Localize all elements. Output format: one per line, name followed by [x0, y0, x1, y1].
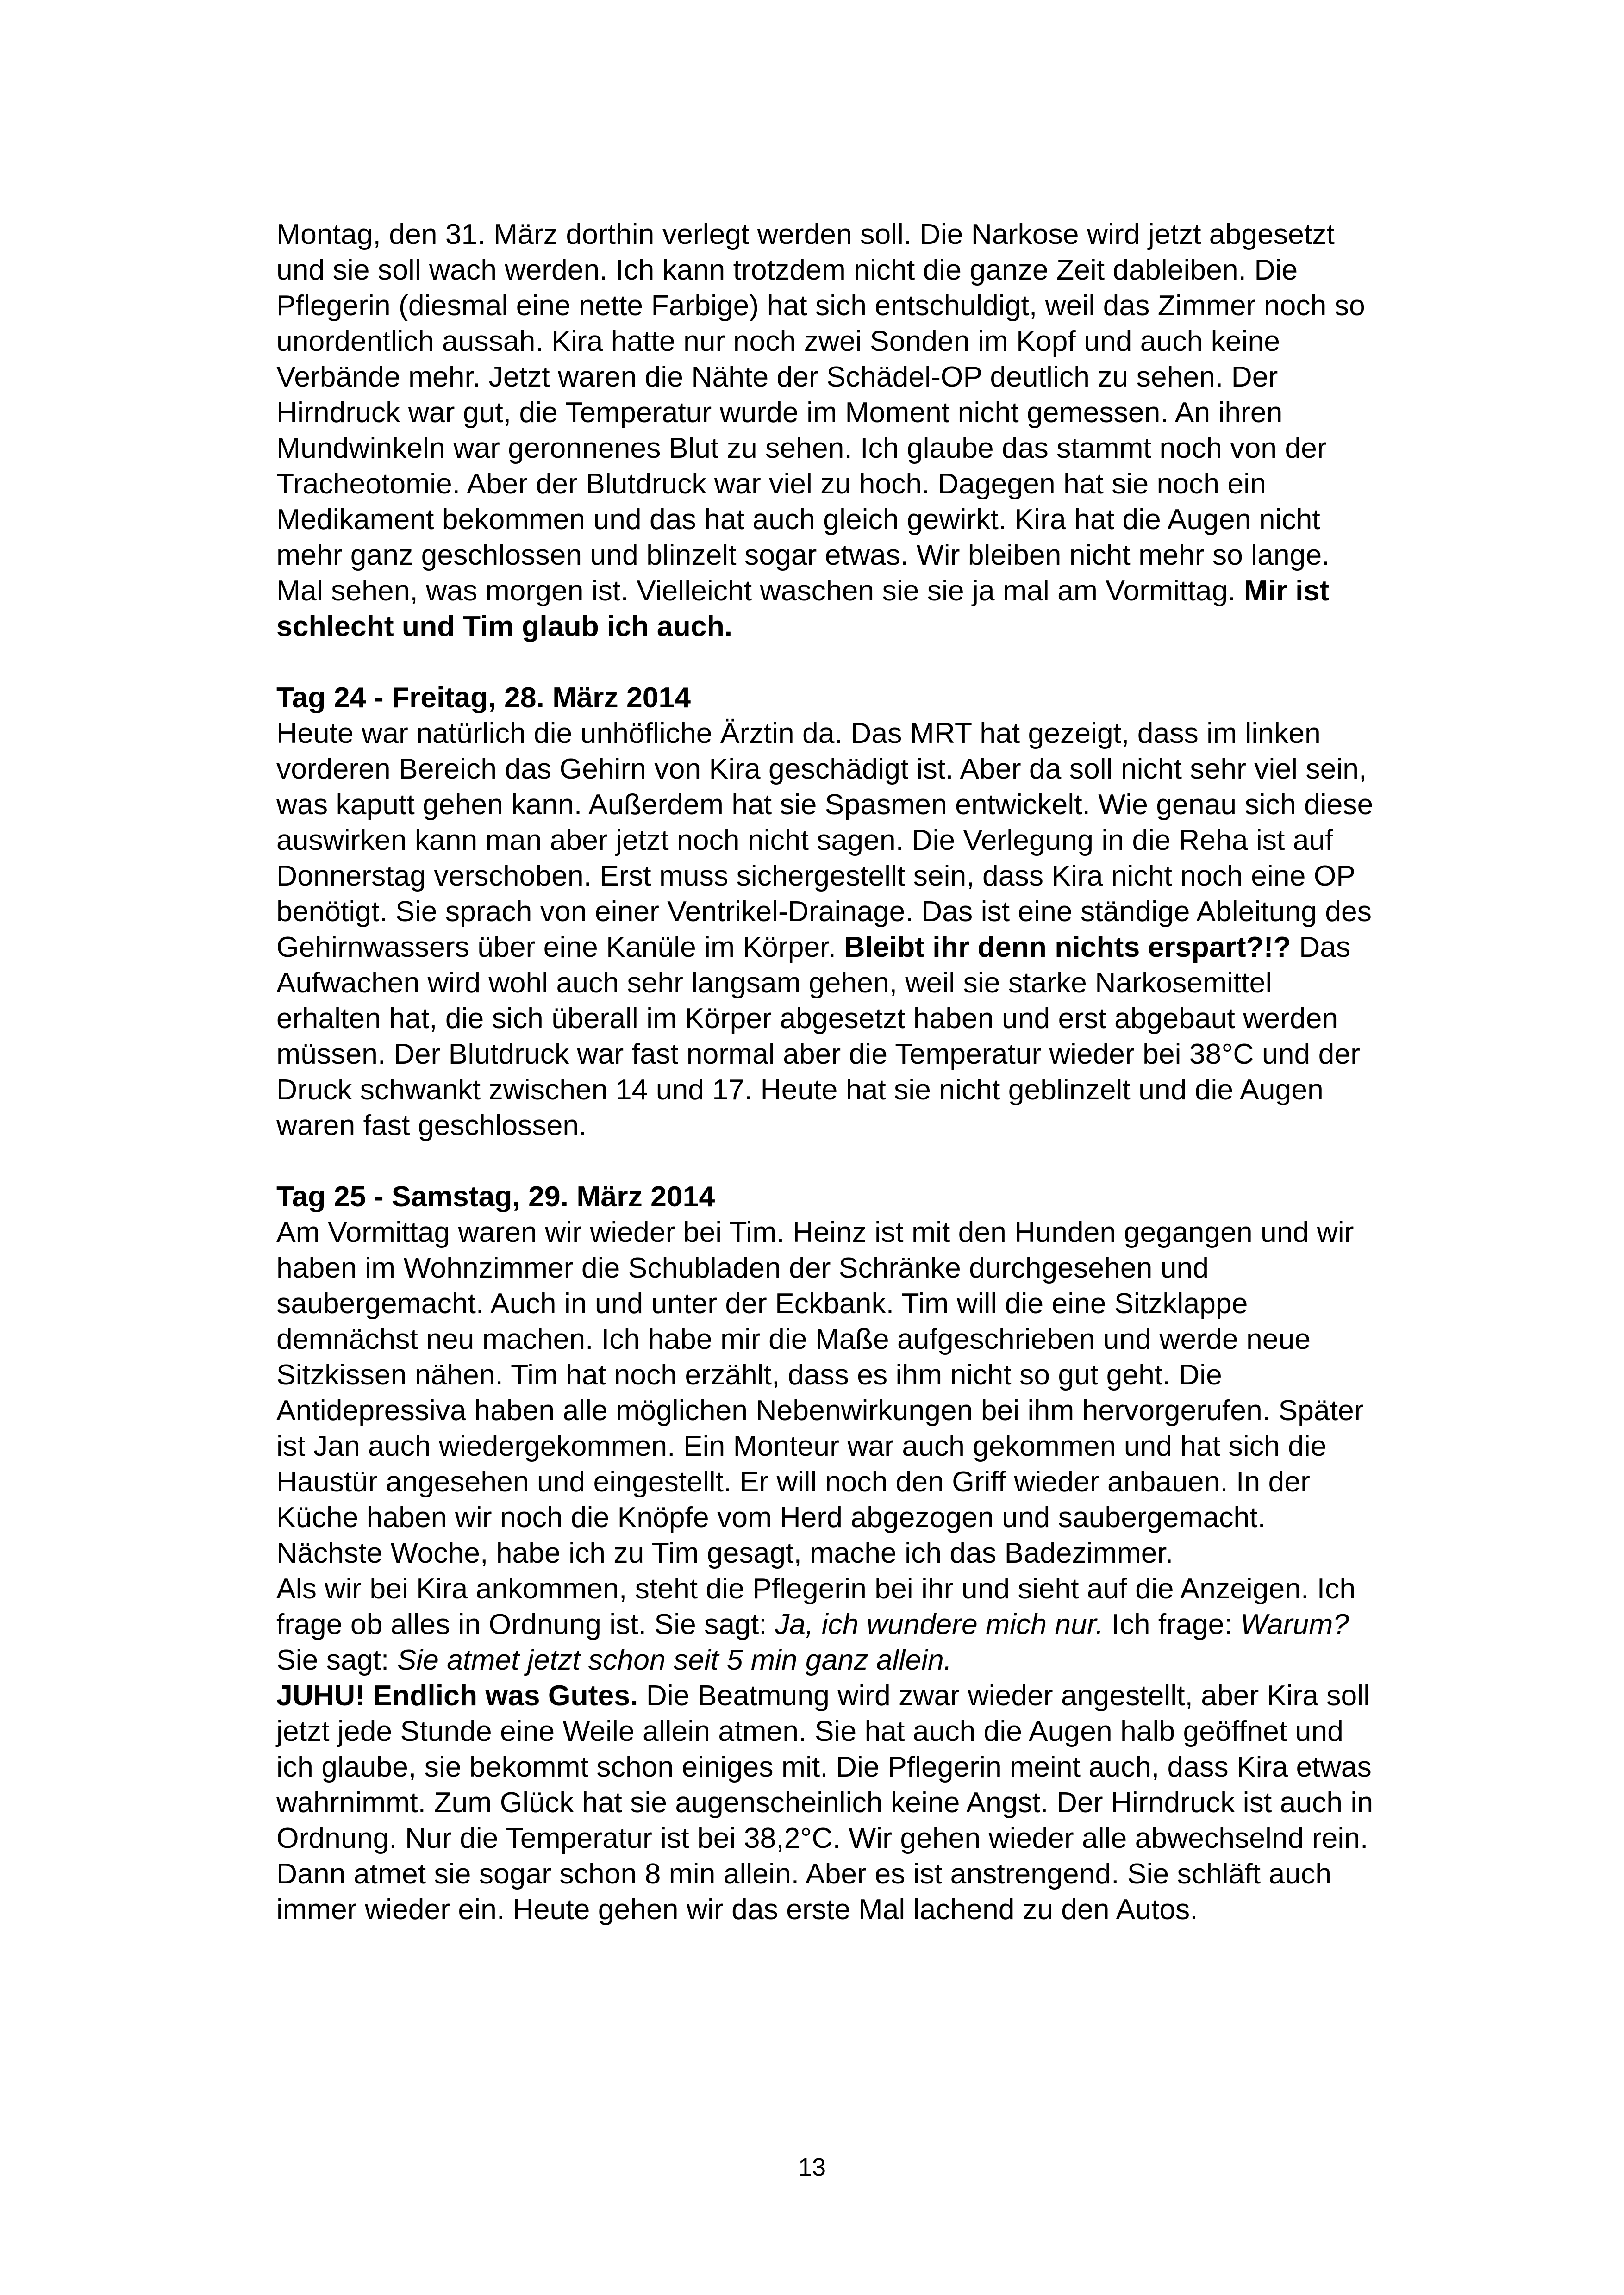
- day-25-quote-1: Ja, ich wundere mich nur.: [775, 1608, 1104, 1640]
- day-24-heading: Tag 24 - Freitag, 28. März 2014: [276, 681, 691, 714]
- day-25-text-1: Als wir bei Kira ankommen, steht die Pflegerin bei ihr und sieht auf die Anzeigen. Ich frage ob alles in Ordnung ist. Sie sagt:: [276, 1572, 1356, 1640]
- day-24-emphasis: Bleibt ihr denn nichts erspart?!?: [844, 931, 1291, 963]
- continuation-paragraph: [276, 217, 1378, 644]
- day-25-quote-3: Sie atmet jetzt schon seit 5 min ganz allein.: [397, 1644, 952, 1676]
- continuation-emphasis: Mir ist schlecht und Tim glaub ich auch.: [276, 574, 1330, 642]
- paragraph-gap: [276, 1143, 1378, 1179]
- day-25-text-3: Sie sagt:: [276, 1644, 397, 1676]
- paragraph-gap: [276, 644, 1378, 680]
- day-25-paragraph-1: Am Vormittag waren wir wieder bei Tim. Heinz ist mit den Hunden gegangen und wir haben im Wohnzimmer die Schubladen der Schränke durchgesehen und saubergemacht. Auch in und unter der Eckbank. Tim will die eine Sitzklappe demnächst neu machen. Ich habe mir die Maße aufgeschrieben und werde neue Sitzkissen nähen. Tim hat noch erzählt, dass es ihm nicht so gut geht. Die Antidepressiva haben alle möglichen Nebenwirkungen bei ihm hervorgerufen. Später ist Jan auch wiedergekommen. Ein Monteur war auch gekommen und hat sich die Haustür angesehen und eingestellt. Er will noch den Griff wieder anbauen. In der Küche haben wir noch die Knöpfe vom Herd abgezogen und saubergemacht. Nächste Woche, habe ich zu Tim gesagt, mache ich das Badezimmer.: [276, 1216, 1364, 1569]
- day-24-text-2: Das Aufwachen wird wohl auch sehr langsam gehen, weil sie starke Narkosemittel erhalten hat, die sich überall im Körper abgesetzt haben und erst abgebaut werden müssen. Der Blutdruck war fast normal aber die Temperatur wieder bei 38°C und der Druck schwankt zwischen 14 und 17. Heute hat sie nicht geblinzelt und die Augen waren fast geschlossen.: [276, 931, 1360, 1141]
- day-25-emphasis: JUHU! Endlich was Gutes.: [276, 1679, 638, 1712]
- continuation-text: Montag, den 31. März dorthin verlegt werden soll. Die Narkose wird jetzt abgesetzt und sie soll wach werden. Ich kann trotzdem nicht die ganze Zeit dableiben. Die Pflegerin (diesmal eine nette Farbige) hat sich entschuldigt, weil das Zimmer noch so unordentlich aussah. Kira hatte nur noch zwei Sonden im Kopf und auch keine Verbände mehr. Jetzt waren die Nähte der Schädel-OP deutlich zu sehen. Der Hirndruck war gut, die Temperatur wurde im Moment nicht gemessen. An ihren Mundwinkeln war geronnenes Blut zu sehen. Ich glaube das stammt noch von der Tracheotomie. Aber der Blutdruck war viel zu hoch. Dagegen hat sie noch ein Medikament bekommen und das hat auch gleich gewirkt. Kira hat die Augen nicht mehr ganz geschlossen und blinzelt sogar etwas. Wir bleiben nicht mehr so lange. Mal sehen, was morgen ist. Vielleicht waschen sie sie ja mal am Vormittag.: [276, 218, 1365, 607]
- day-25-heading: Tag 25 - Samstag, 29. März 2014: [276, 1180, 715, 1213]
- day-24-paragraph: [276, 716, 1378, 1143]
- day-25-quote-2: Warum?: [1240, 1608, 1349, 1640]
- day-25-text-2: Ich frage:: [1103, 1608, 1241, 1640]
- day-24-text-1: Heute war natürlich die unhöfliche Ärztin da. Das MRT hat gezeigt, dass im linken vorderen Bereich das Gehirn von Kira geschädigt ist. Aber da soll nicht sehr viel sein, was kaputt gehen kann. Außerdem hat sie Spasmen entwickelt. Wie genau sich diese auswirken kann man aber jetzt noch nicht sagen. Die Verlegung in die Reha ist auf Donnerstag verschoben. Erst muss sichergestellt sein, dass Kira nicht noch eine OP benötigt. Sie sprach von einer Ventrikel-Drainage. Das ist eine ständige Ableitung des Gehirnwassers über eine Kanüle im Körper.: [276, 717, 1374, 963]
- page-number: 13: [798, 2153, 826, 2181]
- document-body: [276, 217, 1378, 1927]
- day-25-paragraph-2: [276, 1571, 1378, 1927]
- day-25-text-4: Die Beatmung wird zwar wieder angestellt, aber Kira soll jetzt jede Stunde eine Weile allein atmen. Sie hat auch die Augen halb geöffnet und ich glaube, sie bekommt schon einiges mit. Die Pflegerin meint auch, dass Kira etwas wahrnimmt. Zum Glück hat sie augenscheinlich keine Angst. Der Hirndruck ist auch in Ordnung. Nur die Temperatur ist bei 38,2°C. Wir gehen wieder alle abwechselnd rein. Dann atmet sie sogar schon 8 min allein. Aber es ist anstrengend. Sie schläft auch immer wieder ein. Heute gehen wir das erste Mal lachend zu den Autos.: [276, 1679, 1374, 1926]
